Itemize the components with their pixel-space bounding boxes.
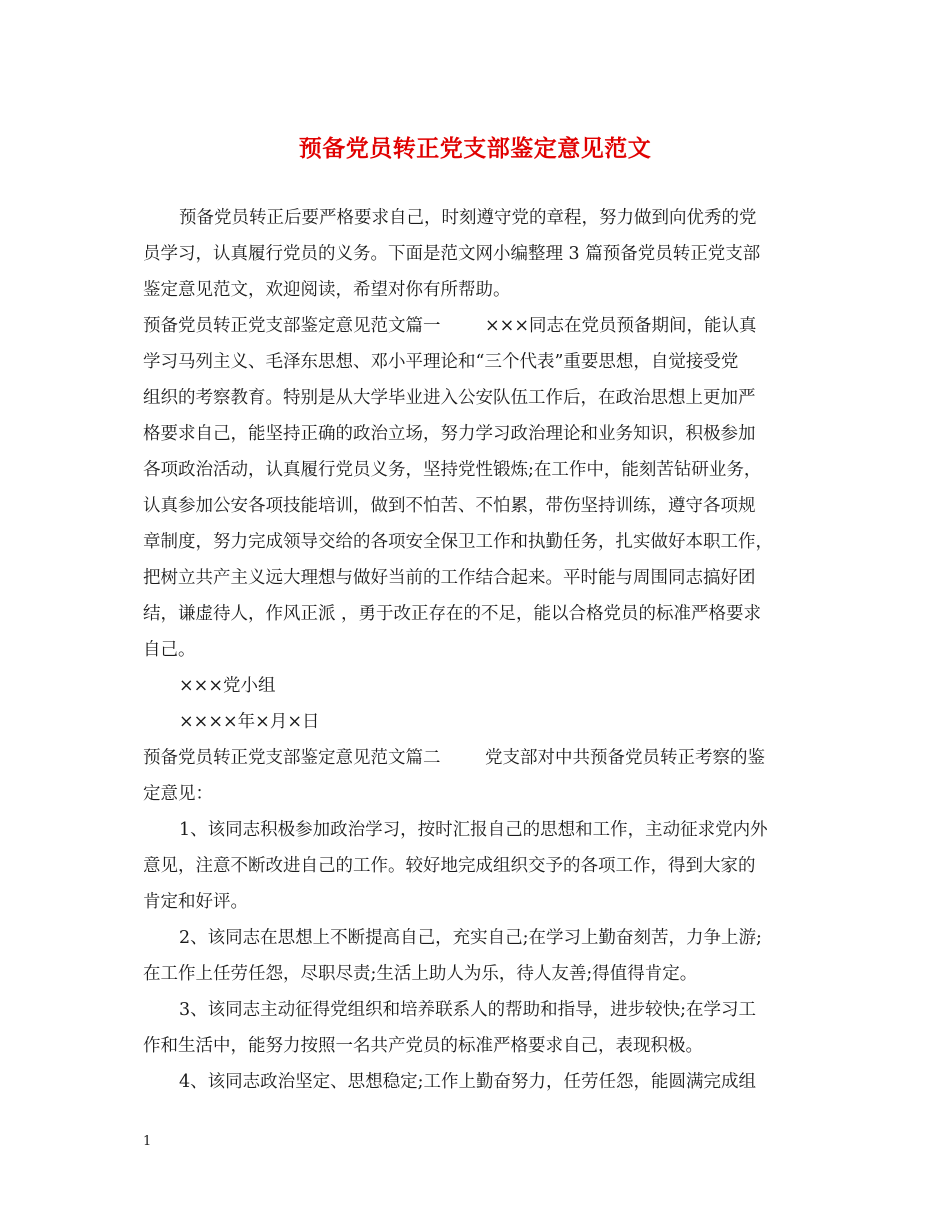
body-line: 组织的考察教育。特别是从大学毕业进入公安队伍工作后，在政治思想上更加严 bbox=[143, 388, 756, 408]
body-line: 自己。 bbox=[143, 640, 196, 660]
body-line: 预备党员转正后要严格要求自己，时刻遵守党的章程，努力做到向优秀的党 bbox=[179, 208, 757, 228]
body-line: 定意见： bbox=[143, 784, 213, 804]
body-line: 在工作上任劳任怨，尽职尽责;生活上助人为乐，待人友善;得值得肯定。 bbox=[143, 964, 698, 984]
signature-group-line: ×××党小组 bbox=[179, 676, 276, 696]
body-line: 意见，注意不断改进自己的工作。较好地完成组织交予的各项工作，得到大家的 bbox=[143, 856, 756, 876]
body-line: 作和生活中，能努力按照一名共产党员的标准严格要求自己，表现积极。 bbox=[143, 1036, 703, 1056]
document-title: 预备党员转正党支部鉴定意见范文 bbox=[298, 135, 652, 162]
body-line: 格要求自己，能坚持正确的政治立场，努力学习政治理论和业务知识，积极参加 bbox=[143, 424, 756, 444]
numbered-item-line: 1、该同志积极参加政治学习，按时汇报自己的思想和工作，主动征求党内外 bbox=[179, 820, 768, 840]
numbered-item-line: 3、该同志主动征得党组织和培养联系人的帮助和指导，进步较快;在学习工 bbox=[179, 1000, 757, 1020]
body-line: 学习马列主义、毛泽东思想、邓小平理论和“三个代表”重要思想，自觉接受党 bbox=[143, 352, 739, 372]
body-line: 章制度，努力完成领导交给的各项安全保卫工作和执勤任务，扎实做好本职工作， bbox=[143, 532, 773, 552]
body-line: 认真参加公安各项技能培训，做到不怕苦、不怕累，带伤坚持训练，遵守各项规 bbox=[143, 496, 756, 516]
page-number: 1 bbox=[143, 1134, 152, 1149]
body-line: 各项政治活动，认真履行党员义务，坚持党性锻炼;在工作中，能刻苦钻研业务， bbox=[143, 460, 762, 480]
body-line: 把树立共产主义远大理想与做好当前的工作结合起来。平时能与周围同志搞好团 bbox=[143, 568, 756, 588]
body-line: 鉴定意见范文，欢迎阅读，希望对你有所帮助。 bbox=[143, 280, 511, 300]
section-heading-line: 预备党员转正党支部鉴定意见范文篇二 党支部对中共预备党员转正考察的鉴 bbox=[143, 748, 765, 768]
body-line: 肯定和好评。 bbox=[143, 892, 248, 912]
section-heading-line: 预备党员转正党支部鉴定意见范文篇一 ×××同志在党员预备期间，能认真 bbox=[143, 316, 757, 336]
numbered-item-line: 2、该同志在思想上不断提高自己，充实自己;在学习上勤奋刻苦，力争上游; bbox=[179, 928, 762, 948]
signature-date-line: ××××年×月×日 bbox=[179, 712, 320, 732]
body-line: 员学习，认真履行党员的义务。下面是范文网小编整理 3 篇预备党员转正党支部 bbox=[143, 244, 761, 264]
body-line: 结，谦虚待人，作风正派 ，勇于改正存在的不足，能以合格党员的标准严格要求 bbox=[143, 604, 762, 624]
numbered-item-line: 4、该同志政治坚定、思想稳定;工作上勤奋努力，任劳任怨，能圆满完成组 bbox=[179, 1072, 757, 1092]
